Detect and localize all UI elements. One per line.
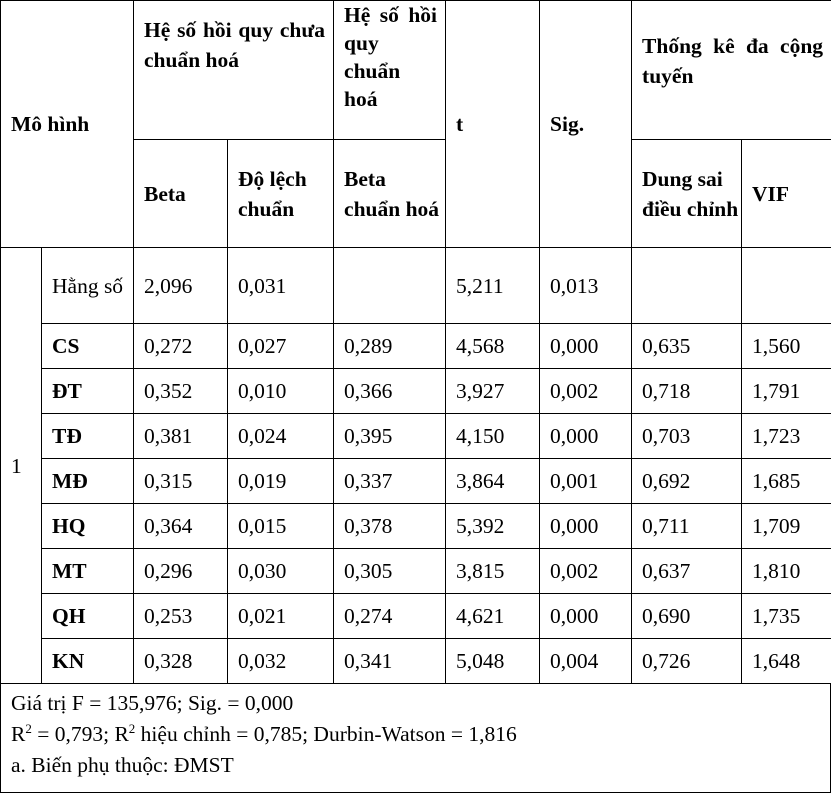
table-row [1, 639, 831, 684]
cell-beta: 0,352 [134, 369, 228, 414]
cell-sig: 0,004 [540, 639, 632, 684]
cell-t: 4,150 [446, 414, 540, 459]
cell-std-error: 0,032 [228, 639, 334, 684]
cell-vif: 1,560 [742, 324, 831, 369]
cell-t: 5,392 [446, 504, 540, 549]
cell-tolerance: 0,690 [632, 594, 742, 639]
header-model: Mô hình [1, 1, 134, 248]
cell-beta: 0,253 [134, 594, 228, 639]
cell-std-beta [334, 248, 446, 324]
model-number: 1 [1, 248, 42, 684]
cell-t: 4,621 [446, 594, 540, 639]
row-name: TĐ [42, 414, 134, 459]
cell-std-error: 0,015 [228, 504, 334, 549]
row-name: QH [42, 594, 134, 639]
cell-sig: 0,002 [540, 549, 632, 594]
cell-beta: 0,296 [134, 549, 228, 594]
header-sig: Sig. [540, 1, 632, 248]
table-row [1, 369, 831, 414]
cell-std-beta: 0,366 [334, 369, 446, 414]
cell-tolerance: 0,703 [632, 414, 742, 459]
cell-sig: 0,000 [540, 324, 632, 369]
cell-vif: 1,791 [742, 369, 831, 414]
row-name: CS [42, 324, 134, 369]
table-row [1, 594, 831, 639]
table-row [1, 414, 831, 459]
cell-vif [742, 248, 831, 324]
cell-tolerance: 0,718 [632, 369, 742, 414]
cell-t: 4,568 [446, 324, 540, 369]
cell-std-error: 0,031 [228, 248, 334, 324]
cell-t: 5,211 [446, 248, 540, 324]
cell-t: 5,048 [446, 639, 540, 684]
cell-vif: 1,648 [742, 639, 831, 684]
header-vif: VIF [742, 140, 831, 248]
cell-std-beta: 0,305 [334, 549, 446, 594]
table-row [1, 504, 831, 549]
cell-std-error: 0,010 [228, 369, 334, 414]
row-name: HQ [42, 504, 134, 549]
cell-std-error: 0,019 [228, 459, 334, 504]
row-name: ĐT [42, 369, 134, 414]
cell-beta: 0,381 [134, 414, 228, 459]
table-row [1, 549, 831, 594]
row-name: MT [42, 549, 134, 594]
cell-tolerance: 0,711 [632, 504, 742, 549]
row-name: Hằng số [42, 248, 134, 324]
cell-std-error: 0,021 [228, 594, 334, 639]
header-standardized-coefficients: Hệ số hồi quy chuẩn hoá [334, 1, 446, 140]
footer-r-squared: $R^2 = 0,793$; $R^2$ hiệu chỉnh = 0,785; Durbin-Watson = 1,816 [11, 719, 820, 750]
header-beta: Beta [134, 140, 228, 248]
cell-sig: 0,000 [540, 594, 632, 639]
cell-sig: 0,000 [540, 414, 632, 459]
cell-beta: 2,096 [134, 248, 228, 324]
cell-std-error: 0,027 [228, 324, 334, 369]
cell-vif: 1,723 [742, 414, 831, 459]
header-std-error: Độ lệch chuẩn [228, 140, 334, 248]
cell-vif: 1,685 [742, 459, 831, 504]
cell-std-beta: 0,341 [334, 639, 446, 684]
cell-t: 3,927 [446, 369, 540, 414]
cell-sig: 0,013 [540, 248, 632, 324]
header-unstandardized-coefficients: Hệ số hồi quy chưa chuẩn hoá [134, 1, 334, 140]
cell-tolerance: 0,637 [632, 549, 742, 594]
cell-beta: 0,328 [134, 639, 228, 684]
footer-f-statistic: Giá trị F = 135,976; Sig. = 0,000 [11, 688, 820, 719]
cell-vif: 1,709 [742, 504, 831, 549]
footer-dependent-variable: a. Biến phụ thuộc: ĐMST [11, 750, 820, 781]
cell-std-beta: 0,274 [334, 594, 446, 639]
cell-std-error: 0,024 [228, 414, 334, 459]
row-name: KN [42, 639, 134, 684]
cell-sig: 0,000 [540, 504, 632, 549]
cell-std-beta: 0,378 [334, 504, 446, 549]
table-footer [0, 683, 831, 793]
cell-std-error: 0,030 [228, 549, 334, 594]
cell-vif: 1,810 [742, 549, 831, 594]
cell-sig: 0,001 [540, 459, 632, 504]
cell-t: 3,864 [446, 459, 540, 504]
header-std-beta: Beta chuẩn hoá [334, 140, 446, 248]
cell-tolerance: 0,635 [632, 324, 742, 369]
cell-t: 3,815 [446, 549, 540, 594]
header-collinearity-statistics: Thống kê đa cộng tuyến [632, 1, 831, 140]
row-name: MĐ [42, 459, 134, 504]
header-t: t [446, 1, 540, 248]
cell-beta: 0,315 [134, 459, 228, 504]
cell-std-beta: 0,395 [334, 414, 446, 459]
table-row [1, 459, 831, 504]
cell-tolerance: 0,692 [632, 459, 742, 504]
cell-std-beta: 0,337 [334, 459, 446, 504]
cell-vif: 1,735 [742, 594, 831, 639]
header-tolerance: Dung sai điều chỉnh [632, 140, 742, 248]
cell-beta: 0,272 [134, 324, 228, 369]
cell-tolerance [632, 248, 742, 324]
cell-beta: 0,364 [134, 504, 228, 549]
cell-tolerance: 0,726 [632, 639, 742, 684]
cell-sig: 0,002 [540, 369, 632, 414]
table-row [1, 324, 831, 369]
cell-std-beta: 0,289 [334, 324, 446, 369]
